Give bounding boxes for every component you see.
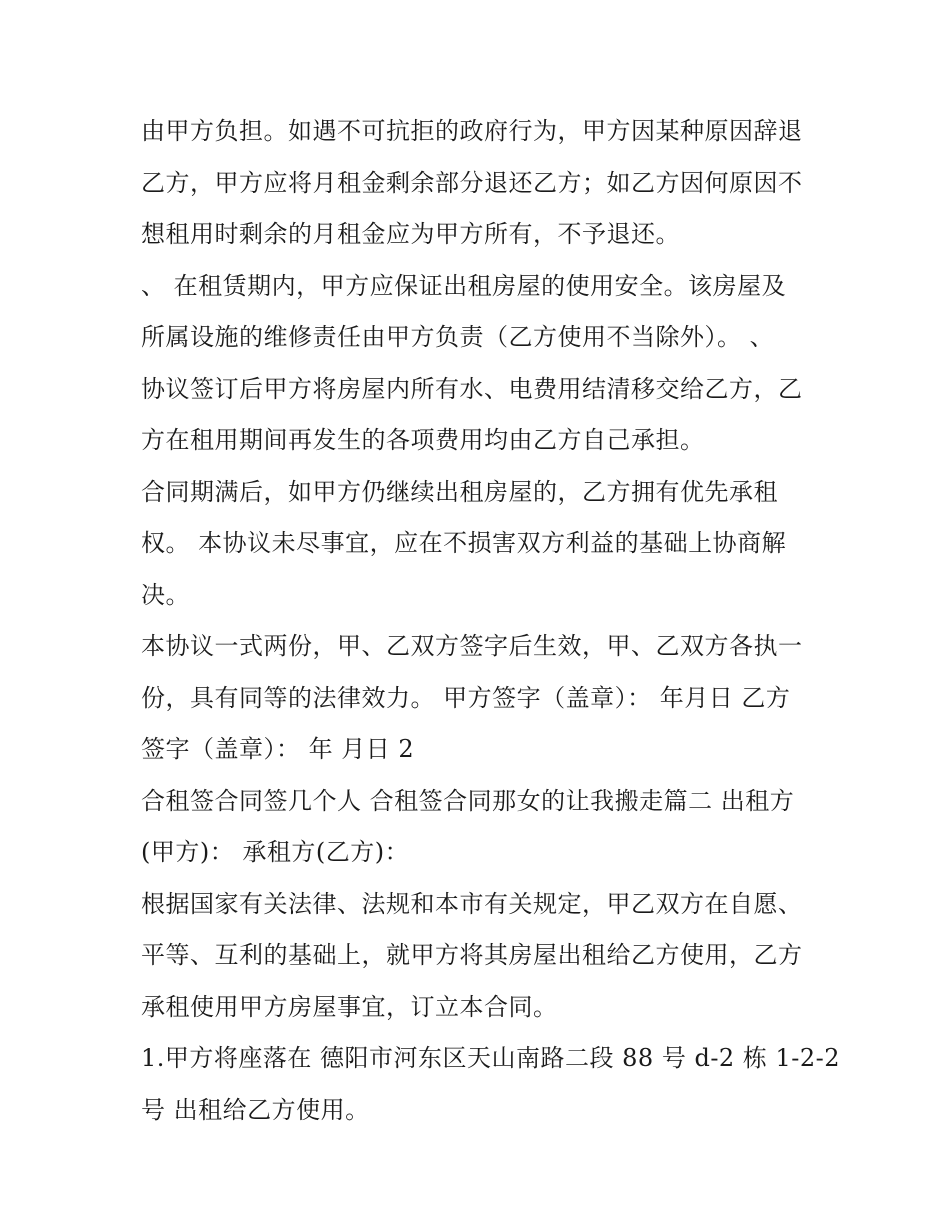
text-line: 、 在租赁期内，甲方应保证出租房屋的使用安全。该房屋及	[141, 271, 787, 300]
text-line: 号 出租给乙方使用。	[141, 1095, 370, 1124]
text-line: 决。	[141, 580, 190, 609]
text-line: 所属设施的维修责任由甲方负责（乙方使用不当除外）。 、	[141, 323, 775, 351]
text-line: 方在租用期间再发生的各项费用均由乙方自己承担。	[141, 426, 705, 454]
text-line: 份，具有同等的法律效力。 甲方签字（盖章）： 年月日 乙方	[141, 683, 791, 712]
text-line: 平等、互利的基础上，就甲方将其房屋出租给乙方使用，乙方	[141, 941, 803, 969]
text-line: 合同期满后，如甲方仍继续出租房屋的，乙方拥有优先承租	[141, 477, 778, 506]
text-line: 协议签订后甲方将房屋内所有水、电费用结清移交给乙方，乙	[141, 374, 803, 403]
text-line: 想租用时剩余的月租金应为甲方所有，不予退还。	[141, 220, 680, 248]
text-line: 乙方，甲方应将月租金剩余部分退还乙方；如乙方因何原因不	[141, 168, 803, 197]
text-line: 承租使用甲方房屋事宜，订立本合同。	[141, 992, 558, 1021]
text-line: (甲方)： 承租方(乙方)：	[141, 838, 410, 866]
text-line: 根据国家有关法律、法规和本市有关规定，甲乙双方在自愿、	[141, 889, 803, 918]
text-line: 由甲方负担。如遇不可抗拒的政府行为，甲方因某种原因辞退	[141, 117, 803, 145]
text-line: 本协议一式两份，甲、乙双方签字后生效，甲、乙双方各执一	[141, 632, 803, 660]
text-line: 1.甲方将座落在 德阳市河东区天山南路二段 88 号 d-2 栋 1-2-2	[141, 1044, 840, 1072]
text-line: 签字（盖章）： 年 月日 2	[141, 735, 415, 763]
document-body	[141, 106, 840, 1136]
text-line: 合租签合同签几个人 合租签合同那女的让我搬走篇二 出租方	[141, 786, 795, 815]
text-line: 权。 本协议未尽事宜，应在不损害双方利益的基础上协商解	[141, 529, 787, 557]
